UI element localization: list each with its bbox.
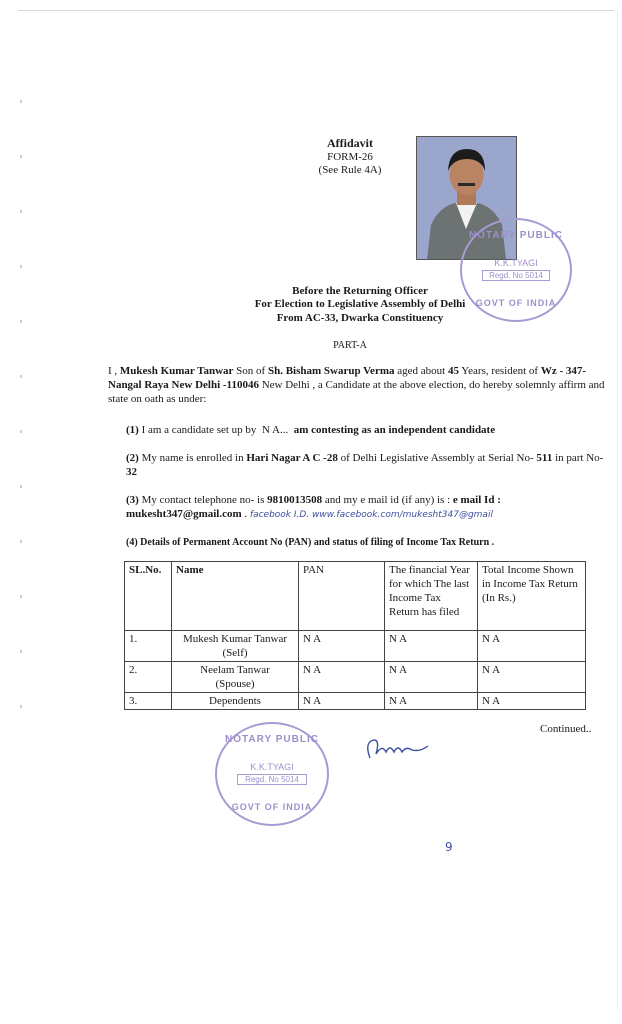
item-1 (126, 423, 606, 437)
row-3-slno: 3. (125, 693, 172, 710)
enrolled-constituency: Hari Nagar A C -28 (246, 452, 338, 464)
row-3-year: N A (385, 693, 478, 710)
item-2-mid: of Delhi Legislative Assembly at Serial No- (340, 452, 534, 464)
row-1-year: N A (385, 631, 478, 662)
stamp-lower-bottom-text: GOVT OF INDIA (231, 802, 313, 812)
page-number: 9 (445, 840, 453, 854)
row-1-name: Mukesh Kumar Tanwar (182, 633, 288, 645)
signature (362, 732, 432, 766)
row-1-pan: N A (299, 631, 385, 662)
row-1-relation: (Self) (222, 647, 248, 659)
top-border (18, 10, 614, 11)
constituency-line: From AC-33, Dwarka Constituency (276, 312, 444, 324)
son-of-label: Son of (236, 365, 266, 377)
item-2-text: My name is enrolled in (141, 452, 244, 464)
table-header-row (125, 562, 586, 631)
form-number: FORM-26 (327, 151, 373, 163)
row-3-income: N A (478, 693, 586, 710)
candidate-name: Mukesh Kumar Tanwar (119, 365, 234, 377)
stamp-name: K.K.TYAGI (494, 258, 538, 268)
table-row (125, 631, 586, 662)
stamp-lower-top-text: NOTARY PUBLIC (225, 734, 319, 745)
item-3-text: My contact telephone no- is (141, 494, 265, 506)
table-row (125, 662, 586, 693)
stamp-lower-registration: Regd. No 5014 (237, 774, 307, 785)
header-name: Name (172, 562, 299, 631)
candidate-address: Wz - 347- Nangal Raya New Delhi -110046 (108, 365, 587, 391)
document-title: Affidavit (327, 136, 373, 150)
part-label-text: in part No- (555, 452, 604, 464)
declaration-rest: New Delhi , a Candidate at the above election, do hereby solemnly affirm and state on oath as under: (108, 379, 605, 405)
item-2 (126, 451, 606, 479)
stamp-registration: Regd. No 5014 (482, 270, 550, 281)
aged-about-label: aged about (397, 365, 446, 377)
item-3: (3) My contact telephone no- is 9810013508 and my e mail id (if any) is : e mail Id : mukesht347@gmail.com . facebook I.D. www.facebook.com/mukesht347@gmail (126, 494, 501, 520)
item-1-text: I am a candidate set up by (141, 424, 257, 436)
handwritten-note: facebook I.D. www.facebook.com/mukesht347@gmail (249, 510, 493, 520)
serial-number: 511 (536, 452, 553, 464)
row-2-name-cell (172, 662, 299, 693)
row-2-slno: 2. (125, 662, 172, 693)
item-3-number: (3) (126, 494, 139, 506)
item-4-number: (4) (126, 537, 138, 548)
pan-table (124, 561, 586, 710)
email-address: mukesht347@gmail.com (126, 508, 242, 520)
row-1-slno: 1. (125, 631, 172, 662)
phone-number: 9810013508 (267, 494, 323, 506)
scan-edge-marks (20, 100, 22, 720)
row-2-income: N A (478, 662, 586, 693)
header-total-income: Total Income Shown in Income Tax Return (In Rs.) (478, 562, 586, 631)
party-value: N A... (261, 424, 289, 436)
stamp-bottom-text: GOVT OF INDIA (475, 298, 557, 308)
row-1-income: N A (478, 631, 586, 662)
candidate-age: 45 (447, 365, 459, 377)
row-3-pan: N A (299, 693, 385, 710)
row-2-year: N A (385, 662, 478, 693)
continued-label: Continued.. (540, 723, 592, 735)
part-number: 32 (126, 466, 137, 478)
row-2-pan: N A (299, 662, 385, 693)
item-1-number: (1) (126, 424, 139, 436)
item-4-text: Details of Permanent Account No (PAN) and status of filing of Income Tax Return . (140, 537, 495, 548)
rule-reference: (See Rule 4A) (318, 164, 382, 176)
email-label: e mail Id : (452, 494, 501, 506)
stamp-lower-name: K.K.TYAGI (250, 762, 294, 772)
item-2-number: (2) (126, 452, 139, 464)
table-row (125, 693, 586, 710)
item-1-status: am contesting as an independent candidate (293, 424, 496, 436)
header-financial-year: The financial Year for which The last Income Tax Return has filed (385, 562, 478, 631)
part-label: PART-A (333, 340, 367, 351)
header-slno: SL.No. (125, 562, 172, 631)
item-4 (126, 536, 606, 550)
notary-stamp-lower (215, 722, 329, 826)
right-border (617, 10, 618, 1010)
declaration-i: I , (108, 365, 118, 377)
row-2-relation: (Spouse) (215, 678, 255, 690)
stamp-top-text: NOTARY PUBLIC (469, 230, 563, 241)
declaration-paragraph (108, 364, 608, 406)
row-1-name-cell (172, 631, 299, 662)
item-3-mid: and my e mail id (if any) is : (324, 494, 451, 506)
row-2-name: Neelam Tanwar (200, 664, 270, 676)
father-name: Sh. Bisham Swarup Verma (267, 365, 395, 377)
header-pan: PAN (299, 562, 385, 631)
row-3-name: Dependents (172, 693, 299, 710)
years-resident-label: Years, resident of (461, 365, 539, 377)
returning-officer-line: Before the Returning Officer (292, 285, 428, 297)
election-line: For Election to Legislative Assembly of Delhi (254, 298, 466, 310)
